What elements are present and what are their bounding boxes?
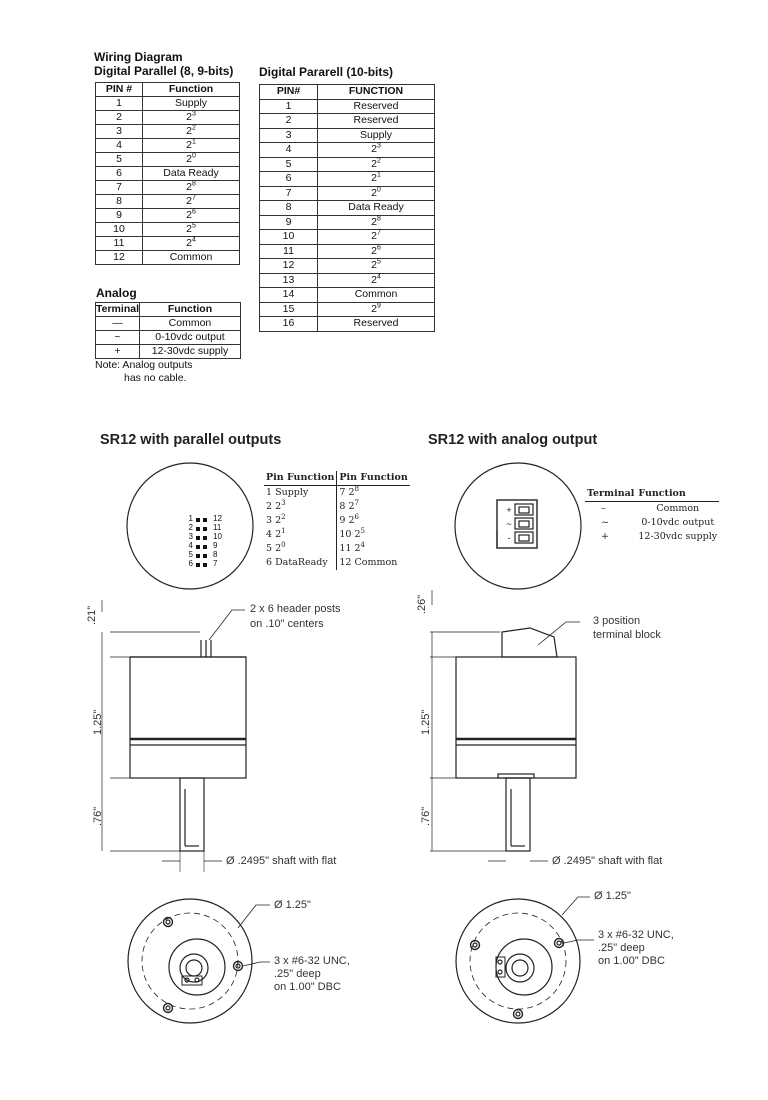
table-header: Terminal	[585, 487, 636, 502]
exponent: 2	[376, 157, 381, 165]
table-cell: Common	[318, 288, 435, 303]
pin-number: 8	[213, 550, 218, 559]
right-holes-1: 3 x #6-32 UNC,	[598, 929, 674, 941]
table-cell: 5	[260, 157, 318, 172]
table-row	[585, 516, 719, 530]
header-callout-1: 2 x 6 header posts	[250, 603, 341, 615]
pin-numbers-right	[213, 514, 222, 568]
table-cell: 13	[260, 273, 318, 288]
pin-number: 9	[213, 541, 218, 550]
table-cell: $2^0$	[318, 186, 435, 201]
pin-number: 4	[188, 541, 193, 550]
exponent: 4	[191, 236, 196, 244]
right-body-side	[456, 657, 576, 778]
table-cell: 11	[96, 237, 143, 251]
right-holes-2: .25" deep	[598, 942, 645, 954]
table-cell: 10	[260, 230, 318, 245]
table-cell: 0-10vdc output	[641, 517, 715, 528]
parallel-10-title: Digital Pararell (10-bits)	[259, 65, 394, 79]
exponent: 9	[376, 302, 381, 310]
table-cell: 10 $2^5$	[339, 526, 366, 540]
table-cell: $2^1$	[143, 139, 240, 153]
table-cell: Reserved	[318, 99, 435, 114]
terminal-block-side	[502, 628, 557, 657]
table-cell: ~	[96, 331, 140, 345]
table-cell: Common	[656, 503, 700, 514]
table-cell: Common	[143, 251, 240, 265]
parallel-8-9-title: Digital Parallel (8, 9-bits)	[94, 64, 234, 78]
table-cell: 7	[96, 181, 143, 195]
table-cell: +	[601, 531, 609, 542]
left-shaft	[180, 778, 204, 851]
table-header: Pin Function	[264, 471, 337, 486]
left-diameter-label: Ø 1.25"	[274, 899, 311, 911]
exponent: 3	[191, 110, 196, 118]
table-cell: $2^4$	[143, 237, 240, 251]
exponent: 5	[376, 258, 381, 266]
pin-number: 7	[213, 559, 218, 568]
table-cell: $2^2$	[143, 125, 240, 139]
pin-number: 11	[213, 523, 222, 532]
right-holes-3: on 1.00" DBC	[598, 955, 665, 967]
pin-function-table	[264, 471, 410, 570]
table-cell: 3	[260, 128, 318, 143]
right-dim-body: 1.25"	[420, 709, 432, 735]
exponent: 1	[376, 171, 381, 179]
table-row	[264, 514, 410, 528]
table-cell: $2^0$	[143, 153, 240, 167]
table-cell: 6	[96, 167, 143, 181]
terminal-symbol: ~	[506, 519, 512, 529]
table-cell: Supply	[318, 128, 435, 143]
table-row	[264, 500, 410, 514]
right-top-view-circle	[455, 463, 581, 589]
exponent: 5	[191, 222, 196, 230]
header-callout-2: on .10" centers	[250, 618, 324, 630]
left-holes-3: on 1.00" DBC	[274, 981, 341, 993]
exponent: 2	[281, 512, 286, 521]
right-bottom-view-circle	[456, 899, 580, 1023]
table-row	[264, 556, 410, 570]
analog-title: Analog	[96, 286, 137, 300]
table-cell: $2^6$	[143, 209, 240, 223]
table-cell: Common	[139, 317, 240, 331]
table-cell: 3	[96, 125, 143, 139]
table-header: PIN #	[96, 83, 143, 97]
table-cell: 14	[260, 288, 318, 303]
table-cell: 7 $2^8$	[339, 484, 359, 498]
table-cell: 9	[96, 209, 143, 223]
exponent: 0	[281, 540, 286, 549]
table-cell: 9 $2^6$	[339, 512, 359, 526]
table-row	[264, 542, 410, 556]
table-cell: Reserved	[318, 317, 435, 332]
left-dim-shaft: .76"	[92, 806, 104, 826]
table-cell: 8 $2^7$	[339, 498, 359, 512]
exponent: 2	[191, 124, 196, 132]
table-row	[264, 528, 410, 542]
table-cell: 15	[260, 302, 318, 317]
table-cell: $2^4$	[318, 273, 435, 288]
table-cell: $2^8$	[318, 215, 435, 230]
exponent: 3	[376, 142, 381, 150]
table-cell: 2	[96, 111, 143, 125]
table-cell: Data Ready	[318, 201, 435, 216]
pin-number: 1	[188, 514, 193, 523]
table-cell: 1	[260, 99, 318, 114]
table-cell: 16	[260, 317, 318, 332]
table-cell: +	[96, 345, 140, 359]
table-cell: 7	[260, 186, 318, 201]
table-cell: 6	[260, 172, 318, 187]
table-cell: 11	[260, 244, 318, 259]
terminal-block-top	[497, 500, 537, 548]
table-cell: 2	[260, 114, 318, 129]
exponent: 7	[354, 498, 359, 507]
exponent: 8	[191, 180, 196, 188]
table-row	[585, 530, 719, 544]
table-cell: 2 $2^3$	[264, 500, 337, 514]
right-shaft-label: Ø .2495" shaft with flat	[552, 855, 663, 867]
table-cell: $2^3$	[143, 111, 240, 125]
table-cell: 8	[96, 195, 143, 209]
pin-number: 12	[213, 514, 222, 523]
exponent: 1	[281, 526, 286, 535]
table-cell: 12 Common	[339, 557, 398, 568]
table-header: PIN#	[260, 85, 318, 100]
table-header: Pin Function	[337, 471, 410, 486]
exponent: 6	[354, 512, 359, 521]
block-callout-2: terminal block	[593, 629, 661, 641]
exponent: 4	[376, 273, 381, 281]
pin-number: 10	[213, 532, 222, 541]
header-pins	[196, 518, 207, 567]
table-header: Function	[636, 487, 719, 502]
pin-number: 3	[188, 532, 193, 541]
terminal-function-table	[585, 487, 719, 544]
table-cell: 1	[96, 97, 143, 111]
table-cell: $2^5$	[318, 259, 435, 274]
table-row	[585, 502, 719, 517]
pin-numbers-left	[183, 514, 193, 568]
wiring-heading: Wiring Diagram	[94, 50, 183, 64]
table-cell: $2^3$	[318, 143, 435, 158]
table-header: Function	[143, 83, 240, 97]
table-cell: 12	[260, 259, 318, 274]
table-cell: 5	[96, 153, 143, 167]
table-row	[264, 486, 410, 501]
table-cell: 4	[96, 139, 143, 153]
table-cell: Reserved	[318, 114, 435, 129]
block-callout-1: 3 position	[593, 615, 641, 627]
table-cell: $2^1$	[318, 172, 435, 187]
table-header: Function	[139, 303, 240, 317]
table-cell: $2^6$	[318, 244, 435, 259]
analog-note-2: has no cable.	[124, 372, 187, 384]
terminal-symbol: -	[507, 533, 511, 543]
left-body-side	[130, 657, 246, 778]
table-cell: 8	[260, 201, 318, 216]
terminal-block-symbols	[505, 503, 513, 545]
table-cell: $2^5$	[143, 223, 240, 237]
table-cell: $2^9$	[318, 302, 435, 317]
table-cell: 12	[96, 251, 143, 265]
table-cell: —	[96, 317, 140, 331]
pin-number: 2	[188, 523, 193, 532]
table-cell: 6 DataReady	[264, 556, 337, 570]
exponent: 6	[376, 244, 381, 252]
table-cell: Data Ready	[143, 167, 240, 181]
exponent: 8	[376, 215, 381, 223]
table-cell: 4 $2^1$	[264, 528, 337, 542]
exponent: 0	[191, 152, 196, 160]
left-holes-2: .25" deep	[274, 968, 321, 980]
table-cell: 1 Supply	[264, 486, 337, 501]
left-holes-1: 3 x #6-32 UNC,	[274, 955, 350, 967]
right-diameter-label: Ø 1.25"	[594, 890, 631, 902]
right-dim-top: .26"	[416, 594, 428, 614]
exponent: 0	[376, 186, 381, 194]
left-dim-top: .21"	[86, 605, 98, 625]
table-cell: 4	[260, 143, 318, 158]
table-cell: 12-30vdc supply	[638, 531, 718, 542]
table-cell: 3 $2^2$	[264, 514, 337, 528]
table-cell: 12-30vdc supply	[139, 345, 240, 359]
table-cell: –	[601, 503, 606, 514]
table-cell: $2^7$	[318, 230, 435, 245]
table-cell: 0-10vdc output	[139, 331, 240, 345]
right-shaft	[506, 778, 530, 851]
exponent: 7	[376, 229, 381, 237]
exponent: 6	[191, 208, 196, 216]
right-drawing-title: SR12 with analog output	[428, 432, 598, 448]
table-cell: $2^8$	[143, 181, 240, 195]
left-shaft-label: Ø .2495" shaft with flat	[226, 855, 337, 867]
pin-number: 5	[188, 550, 193, 559]
table-cell: $2^7$	[143, 195, 240, 209]
pin-number: 6	[188, 559, 193, 568]
table-header: FUNCTION	[318, 85, 435, 100]
exponent: 5	[360, 526, 366, 535]
terminal-symbol: +	[506, 505, 512, 515]
exponent: 8	[354, 484, 359, 493]
exponent: 3	[281, 498, 286, 507]
table-cell: Supply	[143, 97, 240, 111]
analog-note-1: Note: Analog outputs	[95, 359, 193, 371]
exponent: 4	[360, 540, 366, 549]
left-dim-body: 1.25"	[92, 709, 104, 735]
table-cell: 10	[96, 223, 143, 237]
table-cell: $2^2$	[318, 157, 435, 172]
table-cell: 9	[260, 215, 318, 230]
exponent: 1	[191, 138, 196, 146]
exponent: 7	[191, 194, 196, 202]
table-cell: 5 $2^0$	[264, 542, 337, 556]
table-cell: ~	[601, 517, 609, 528]
left-drawing-title: SR12 with parallel outputs	[100, 432, 282, 448]
table-header: Terminal	[96, 303, 139, 315]
right-dim-shaft: .76"	[420, 806, 432, 826]
table-cell: 11 $2^4$	[339, 540, 366, 554]
